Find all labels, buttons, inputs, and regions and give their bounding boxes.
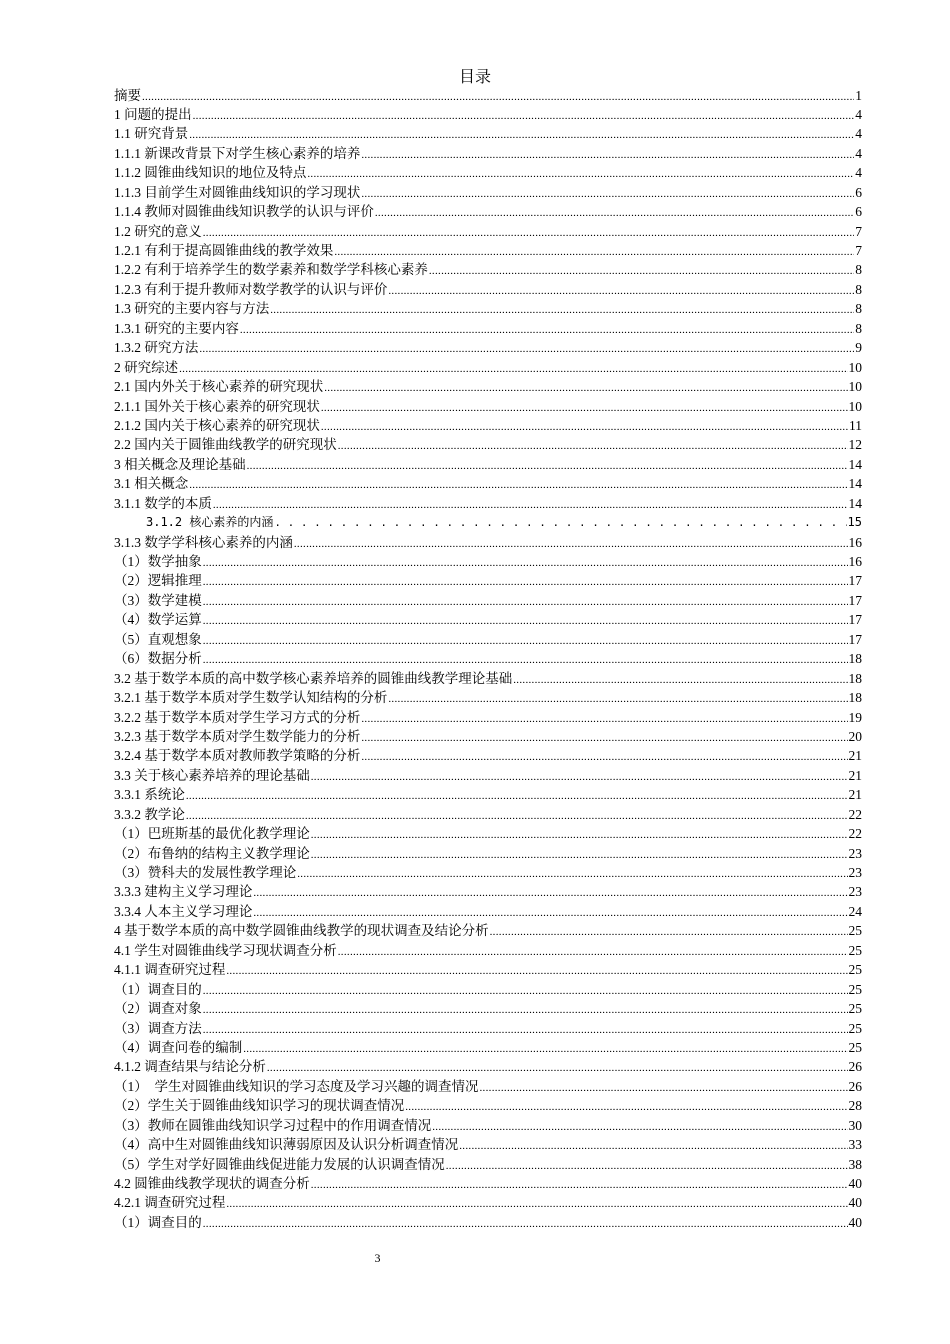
toc-entry-label: （1）数学抽象 <box>114 554 202 569</box>
toc-entry-label: 4.1 学生对圆锥曲线学习现状调查分析 <box>114 942 337 958</box>
toc-entry[interactable] <box>114 260 862 279</box>
dot-leader <box>240 319 854 340</box>
dot-leader <box>429 260 854 281</box>
toc-entry-page: 11 <box>849 417 862 433</box>
dot-leader <box>243 1038 847 1059</box>
dot-leader <box>203 222 855 243</box>
toc-entry-page: 8 <box>855 320 862 336</box>
toc-entry-label: 4 基于数学本质的高中数学圆锥曲线教学的现状调查及结论分析 <box>114 923 489 939</box>
dot-leader <box>203 649 848 670</box>
toc-entry[interactable] <box>114 863 862 882</box>
toc-entry[interactable] <box>114 571 862 590</box>
dot-leader <box>361 183 854 204</box>
toc-entry-page: 30 <box>848 1117 862 1133</box>
dot-leader <box>267 1057 848 1078</box>
toc-entry[interactable] <box>114 241 862 260</box>
toc-entry-page: 24 <box>848 903 862 919</box>
toc-entry-label: 3.1.3 数学学科核心素养的内涵 <box>114 534 293 550</box>
toc-entry[interactable] <box>114 824 862 843</box>
toc-entry[interactable] <box>114 941 862 960</box>
toc-entry[interactable] <box>114 669 862 688</box>
toc-entry[interactable] <box>114 1213 862 1232</box>
dot-leader <box>203 630 848 651</box>
toc-entry-page: 19 <box>848 709 862 725</box>
toc-entry-page: 7 <box>855 243 862 258</box>
toc-entry[interactable] <box>114 1019 862 1038</box>
dot-leader <box>203 999 848 1020</box>
toc-entry-label: （4）数学运算 <box>114 612 202 628</box>
toc-entry-label: 2 研究综述 <box>114 359 179 375</box>
dot-leader <box>189 474 847 495</box>
toc-entry-label: 1.1.2 圆锥曲线知识的地位及特点 <box>114 165 307 181</box>
dot-leader <box>405 1096 847 1117</box>
toc-entry-page: 6 <box>855 204 862 220</box>
toc-entry-page: 25 <box>848 923 862 939</box>
toc-entry-label: （1）调查目的 <box>114 1214 202 1230</box>
toc-entry-label: （3）调查方法 <box>114 1020 202 1036</box>
toc-entry[interactable] <box>114 1038 862 1057</box>
toc-entry[interactable] <box>114 805 862 824</box>
dot-leader <box>203 591 848 612</box>
dot-leader <box>186 785 848 806</box>
toc-entry-label: 1.1.4 教师对圆锥曲线知识教学的认识与评价 <box>114 204 374 220</box>
toc-entry[interactable] <box>114 144 862 163</box>
toc-entry[interactable] <box>114 222 862 241</box>
toc-entry-label: 3.2.3 基于数学本质对学生数学能力的分析 <box>114 728 361 744</box>
dot-leader <box>203 552 848 573</box>
toc-entry-label: 4.2 圆锥曲线教学现状的调查分析 <box>114 1176 310 1191</box>
toc-entry-label: 3.3.3 建构主义学习理论 <box>114 884 253 900</box>
dot-leader <box>446 1155 848 1176</box>
toc-entry[interactable] <box>114 338 862 357</box>
dot-leader <box>203 571 848 592</box>
toc-entry-page: 18 <box>848 690 862 706</box>
toc-entry-page: 17 <box>848 631 862 647</box>
toc-entry-label: 2.2 国内关于圆锥曲线教学的研究现状 <box>114 437 337 453</box>
toc-entry-page: 8 <box>855 281 862 297</box>
dot-leader <box>307 163 854 184</box>
toc-entry-page: 17 <box>848 592 862 608</box>
dot-leader <box>247 455 848 476</box>
toc-entry[interactable] <box>114 163 862 182</box>
toc-entry-page: 10 <box>848 379 862 395</box>
dot-leader <box>513 669 847 690</box>
toc-entry-page: 33 <box>848 1137 862 1153</box>
dot-leader <box>361 727 847 748</box>
toc-entry-label: （5）学生对学好圆锥曲线促进能力发展的认识调查情况 <box>114 1156 445 1172</box>
toc-entry-label: （5）直观想象 <box>114 631 202 647</box>
toc-entry-label: （1）巴班斯基的最优化教学理论 <box>114 826 310 842</box>
toc-entry[interactable] <box>114 844 862 863</box>
dot-leader <box>338 941 848 962</box>
toc-entry-page: 18 <box>848 670 862 686</box>
toc-entry-page: 14 <box>848 495 862 511</box>
toc-entry-label: （2）学生关于圆锥曲线知识学习的现状调查情况 <box>114 1098 405 1114</box>
toc-entry-label: （4）高中生对圆锥曲线知识薄弱原因及认识分析调查情况 <box>114 1137 459 1153</box>
toc-entry[interactable] <box>114 610 862 629</box>
toc-entry-page: 21 <box>848 748 862 764</box>
dot-leader <box>270 299 854 320</box>
toc-entry[interactable] <box>114 727 862 746</box>
toc-entry[interactable] <box>114 708 862 727</box>
toc-entry[interactable] <box>114 960 862 979</box>
toc-entry-page: 25 <box>848 1020 862 1036</box>
toc-entry[interactable] <box>114 746 862 765</box>
toc-entry[interactable] <box>114 921 862 940</box>
toc-entry[interactable] <box>114 474 862 493</box>
dot-leader <box>361 746 847 767</box>
toc-entry-label: 3.2.4 基于数学本质对教师教学策略的分析 <box>114 748 361 764</box>
dot-leader <box>142 86 854 107</box>
toc-entry-label: 1.3.1 研究的主要内容 <box>114 320 239 336</box>
dot-leader <box>226 960 847 981</box>
toc-entry-page: 17 <box>848 573 862 589</box>
toc-entry[interactable] <box>114 630 862 649</box>
toc-entry-label: （3）赞科夫的发展性教学理论 <box>114 865 297 880</box>
dot-leader <box>203 1213 848 1234</box>
toc-entry-label: 1.3 研究的主要内容与方法 <box>114 301 270 317</box>
dot-leader <box>324 377 847 398</box>
toc-entry-label: 1.1.1 新课改背景下对学生核心素养的培养 <box>114 145 361 161</box>
dot-leader <box>297 863 847 884</box>
toc-entry-label: 3.3.1 系统论 <box>114 787 185 803</box>
toc-entry[interactable] <box>114 533 862 552</box>
toc-entry[interactable] <box>114 319 862 338</box>
dot-leader <box>179 358 847 379</box>
dot-leader <box>253 882 847 903</box>
toc-entry[interactable] <box>114 766 862 785</box>
table-of-contents <box>114 86 862 1233</box>
dot-leader <box>338 435 848 456</box>
toc-entry[interactable] <box>114 105 862 124</box>
dot-leader <box>459 1135 847 1156</box>
toc-title: 目录 <box>458 69 491 86</box>
toc-entry-page: 9 <box>855 340 862 356</box>
toc-entry-label: （1）调查目的 <box>114 981 202 997</box>
toc-entry[interactable] <box>114 299 862 318</box>
toc-entry[interactable] <box>114 785 862 804</box>
dot-leader <box>189 124 854 145</box>
toc-entry[interactable] <box>114 688 862 707</box>
toc-entry-label: 1.1.3 目前学生对圆锥曲线知识的学习现状 <box>114 184 361 200</box>
toc-entry-page: 20 <box>848 728 862 744</box>
toc-entry-label: （2）布鲁纳的结构主义教学理论 <box>114 845 310 861</box>
toc-entry[interactable] <box>114 435 862 454</box>
toc-entry[interactable] <box>114 649 862 668</box>
toc-entry-page: 8 <box>855 262 862 278</box>
toc-entry-page: 1 <box>855 87 862 103</box>
dot-leader <box>388 688 847 709</box>
toc-entry-label: 3.1.1 数学的本质 <box>114 495 212 511</box>
toc-entry-label: 3.3.4 人本主义学习理论 <box>114 903 253 919</box>
toc-entry-page: 4 <box>855 165 862 181</box>
dot-leader <box>375 202 854 223</box>
toc-entry[interactable] <box>114 280 862 299</box>
toc-entry-label: 1.2.2 有利于培养学生的数学素养和数学学科核心素养 <box>114 262 428 278</box>
toc-entry[interactable] <box>114 1193 862 1212</box>
toc-entry-label: 4.1.1 调查研究过程 <box>114 962 226 978</box>
toc-entry-page: 4 <box>855 106 862 122</box>
toc-entry[interactable] <box>114 1174 862 1193</box>
toc-entry-label: 1.2.3 有利于提升教师对数学教学的认识与评价 <box>114 281 388 297</box>
toc-entry[interactable] <box>114 882 862 901</box>
dot-leader <box>321 416 848 437</box>
toc-entry[interactable] <box>114 358 862 377</box>
toc-entry-page: 16 <box>848 534 862 550</box>
toc-entry-page: 17 <box>848 612 862 628</box>
toc-entry-page: 15 <box>847 515 862 530</box>
toc-entry-page: 21 <box>848 767 862 783</box>
toc-entry-label: 2.1 国内外关于核心素养的研究现状 <box>114 379 324 395</box>
toc-entry-page: 25 <box>848 1001 862 1017</box>
dot-leader <box>480 1077 848 1098</box>
toc-entry-page: 23 <box>848 884 862 900</box>
dot-leader <box>203 610 848 631</box>
toc-entry-page: 10 <box>848 398 862 414</box>
toc-entry-page: 40 <box>848 1176 862 1191</box>
dot-leader <box>311 844 848 865</box>
dot-leader <box>334 241 854 262</box>
toc-entry-page: 26 <box>848 1078 862 1094</box>
dot-leader <box>294 533 848 554</box>
toc-entry-label: （2）逻辑推理 <box>114 573 202 589</box>
dot-leader <box>193 105 855 126</box>
toc-entry-page: 7 <box>855 223 862 239</box>
toc-entry-label: （3）教师在圆锥曲线知识学习过程中的作用调查情况 <box>114 1117 432 1133</box>
toc-entry-label: 1.2.1 有利于提高圆锥曲线的教学效果 <box>114 243 334 258</box>
toc-entry[interactable] <box>114 124 862 143</box>
toc-entry-label: 2.1.1 国外关于核心素养的研究现状 <box>114 398 320 414</box>
dot-leader <box>311 1174 848 1195</box>
toc-entry-page: 25 <box>848 981 862 997</box>
toc-entry[interactable] <box>114 980 862 999</box>
toc-entry[interactable] <box>114 1096 862 1115</box>
dot-leader <box>226 1193 847 1214</box>
toc-entry-label: 摘要 <box>114 87 141 103</box>
toc-entry[interactable] <box>114 1116 862 1135</box>
dot-leader <box>213 494 848 515</box>
toc-entry-label: 1.3.2 研究方法 <box>114 340 199 356</box>
toc-entry-label: 3.3 关于核心素养培养的理论基础 <box>114 767 310 783</box>
toc-entry-label: 1.1 研究背景 <box>114 126 189 142</box>
dot-leader <box>186 805 848 826</box>
page-number: 3 <box>374 1251 381 1265</box>
toc-entry[interactable] <box>114 377 862 396</box>
toc-entry-page: 40 <box>848 1195 862 1211</box>
toc-entry-page: 14 <box>848 476 862 492</box>
toc-entry-page: 25 <box>848 962 862 978</box>
toc-entry-label: 3.2.1 基于数学本质对学生数学认知结构的分析 <box>114 690 388 706</box>
toc-entry-label: （2）调查对象 <box>114 1001 202 1017</box>
toc-entry-page: 6 <box>855 184 862 200</box>
toc-entry[interactable] <box>114 552 862 571</box>
dot-leader <box>321 397 848 418</box>
toc-entry[interactable] <box>114 494 862 513</box>
dot-leader <box>203 1019 848 1040</box>
toc-entry-page: 21 <box>848 787 862 803</box>
toc-entry-page: 22 <box>848 826 862 842</box>
toc-entry-label: 2.1.2 国内关于核心素养的研究现状 <box>114 417 320 433</box>
toc-entry-label: （3）数学建模 <box>114 592 202 608</box>
toc-entry-label: 3 相关概念及理论基础 <box>114 456 246 472</box>
toc-entry-label: 4.2.1 调查研究过程 <box>114 1195 226 1211</box>
toc-entry-label: （4）调查问卷的编制 <box>114 1039 243 1055</box>
toc-entry-label: （1） 学生对圆锥曲线知识的学习态度及学习兴趣的调查情况 <box>114 1078 479 1094</box>
toc-entry-label: 3.2 基于数学本质的高中数学核心素养培养的圆锥曲线教学理论基础 <box>114 670 513 686</box>
toc-entry[interactable] <box>114 902 862 921</box>
dot-leader <box>311 766 848 787</box>
toc-entry-page: 18 <box>848 651 862 667</box>
toc-entry[interactable] <box>114 455 862 474</box>
toc-entry-label: 3.1.2 核心素养的内涵 <box>146 515 274 530</box>
toc-entry-page: 22 <box>848 806 862 822</box>
toc-entry[interactable] <box>114 202 862 221</box>
toc-entry-page: 10 <box>848 359 862 375</box>
toc-entry-page: 23 <box>848 845 862 861</box>
toc-entry-label: 4.1.2 调查结果与结论分析 <box>114 1059 266 1075</box>
toc-entry-page: 25 <box>848 942 862 958</box>
toc-entry-page: 12 <box>848 437 862 453</box>
toc-entry[interactable] <box>114 1077 862 1096</box>
toc-entry-page: 26 <box>848 1059 862 1075</box>
toc-entry-page: 14 <box>848 456 862 472</box>
toc-entry[interactable] <box>114 183 862 202</box>
dot-leader <box>490 921 848 942</box>
dot-leader <box>311 824 848 845</box>
toc-entry-page: 4 <box>855 145 862 161</box>
dot-leader <box>388 280 854 301</box>
toc-entry[interactable] <box>114 591 862 610</box>
toc-entry-page: 23 <box>848 865 862 880</box>
toc-entry[interactable] <box>114 1135 862 1154</box>
toc-entry-page: 40 <box>848 1214 862 1230</box>
dot-leader <box>253 902 847 923</box>
toc-entry[interactable] <box>114 1057 862 1076</box>
toc-entry-page: 16 <box>848 554 862 569</box>
toc-entry-label: 1.2 研究的意义 <box>114 223 202 239</box>
toc-entry[interactable] <box>114 999 862 1018</box>
toc-entry-page: 4 <box>855 126 862 142</box>
toc-entry[interactable] <box>114 397 862 416</box>
dot-leader <box>361 708 847 729</box>
toc-entry-label: 3.3.2 教学论 <box>114 806 185 822</box>
toc-entry[interactable] <box>114 1155 862 1174</box>
toc-entry-label: 1 问题的提出 <box>114 106 192 122</box>
toc-entry-page: 28 <box>848 1098 862 1114</box>
toc-entry[interactable] <box>114 86 862 105</box>
dot-leader <box>432 1116 847 1137</box>
dot-leader <box>361 144 854 165</box>
toc-entry[interactable] <box>114 513 862 532</box>
dot-leader <box>274 513 846 532</box>
dot-leader <box>199 338 854 359</box>
toc-entry-page: 8 <box>855 301 862 317</box>
toc-entry[interactable] <box>114 416 862 435</box>
toc-entry-label: （6）数据分析 <box>114 651 202 667</box>
toc-entry-page: 38 <box>848 1156 862 1172</box>
toc-entry-label: 3.2.2 基于数学本质对学生学习方式的分析 <box>114 709 361 725</box>
toc-entry-page: 25 <box>848 1039 862 1055</box>
dot-leader <box>203 980 848 1001</box>
toc-entry-label: 3.1 相关概念 <box>114 476 189 492</box>
